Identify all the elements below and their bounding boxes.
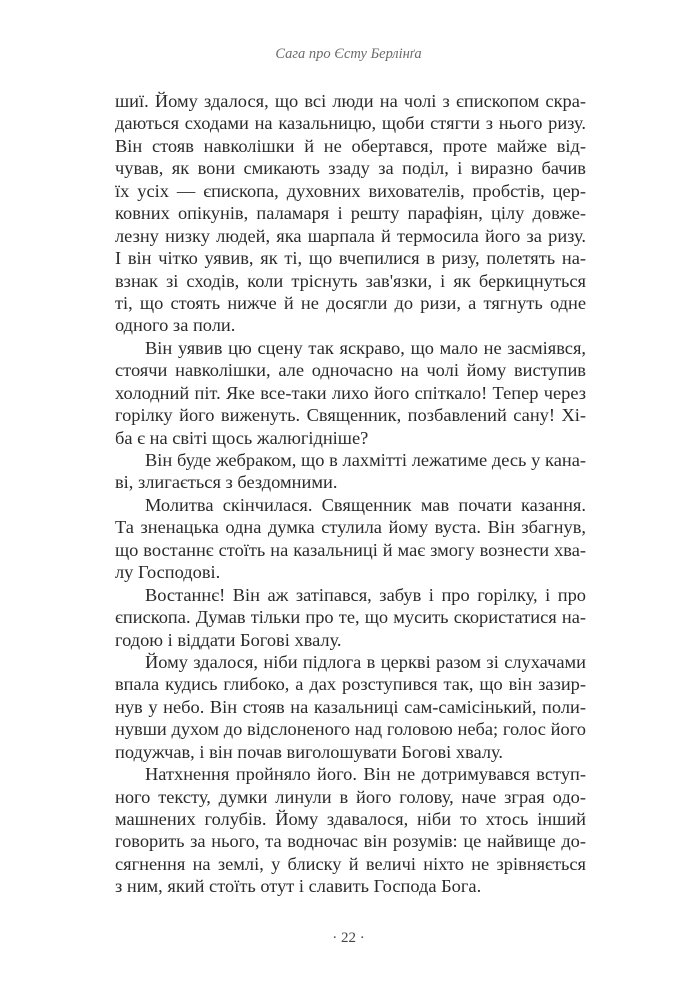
- paragraph: [115, 337, 586, 449]
- text-line: чував, як вони смикають ззаду за поділ, і виразно бачив: [115, 158, 586, 179]
- paragraph: [115, 494, 586, 584]
- text-line: холодний піт. Яке все-таки лихо його спіткало! Тепер через: [115, 382, 586, 403]
- text-line: лезну низку людей, яка шарпала й термосила його за ризу.: [115, 225, 586, 246]
- text-line: Йому здалося, ніби підлога в церкві разом зі слухачами: [145, 651, 586, 672]
- running-header: Сага про Єсту Берлінґа: [275, 46, 422, 62]
- text-line: з ним, який стоїть отут і славить Господа Бога.: [115, 876, 482, 897]
- page-number: · 22 ·: [332, 930, 365, 946]
- paragraph: [115, 651, 586, 763]
- text-line: сягнення на землі, у блиску й величі ніхто не зрівняється: [115, 853, 586, 874]
- text-line: Молитва скінчилася. Священник мав почати казання.: [145, 494, 586, 515]
- text-line: ковних опікунів, паламаря і решту парафіян, цілу довже-: [115, 203, 586, 224]
- body-text: [115, 90, 586, 898]
- text-line: подужчав, і він почав виголошувати Богові хвалу.: [115, 741, 503, 762]
- text-line: ба є на світі щось жалюгідніше?: [115, 427, 369, 448]
- text-line: Він буде жебраком, що в лахмітті лежатиме десь у кана-: [145, 450, 586, 470]
- text-line: говорить за нього, та водночас він розумів: це найвище до-: [115, 831, 586, 852]
- text-line: Та зненацька одна думка стулила йому вуста. Він збагнув,: [115, 517, 586, 538]
- text-line: І він чітко уявив, як ті, що вчепилися в ризу, полетять на-: [115, 248, 586, 269]
- text-line: Він уявив цю сцену так яскраво, що мало не засміявся,: [145, 337, 586, 358]
- paragraph: [115, 763, 586, 898]
- text-line: Натхнення пройняло його. Він не дотримувався вступ-: [145, 764, 586, 785]
- text-line: впала кудись глибоко, а дах розступився так, що він зазир-: [115, 674, 586, 695]
- text-line: нувши духом до відслоненого над головою неба; голос його: [115, 719, 586, 740]
- text-line: їх усіх — єпископа, духовних вихователів, пробстів, цер-: [115, 180, 586, 201]
- text-line: нув у небо. Він стояв на казальниці сам-самісінький, поли-: [115, 696, 586, 717]
- paragraph: [115, 584, 586, 651]
- paragraph: [115, 90, 586, 337]
- text-line: ві, злигається з бездомними.: [115, 472, 338, 493]
- text-line: Востаннє! Він аж затіпався, забув і про горілку, і про: [145, 584, 586, 605]
- text-line: ті, що стоять нижче й не досягли до ризи, а тягнуть одне: [115, 292, 586, 313]
- text-line: годою і віддати Богові хвалу.: [115, 629, 342, 650]
- text-line: ного тексту, думки линули в його голову, наче зграя одо-: [115, 786, 586, 807]
- paragraph: [115, 449, 586, 494]
- text-line: стоячи навколішки, але одночасно на чолі йому виступив: [115, 360, 586, 381]
- text-line: одного за поли.: [115, 315, 236, 336]
- text-line: лу Господові.: [115, 562, 221, 583]
- text-line: горілку його виженуть. Священник, позбавлений сану! Хі-: [115, 405, 586, 426]
- text-line: взнак зі сходів, коли тріснуть зав'язки, і як беркицнуться: [115, 270, 586, 291]
- text-line: Він стояв навколішки й не обертався, проте майже від-: [115, 135, 586, 156]
- text-line: що востаннє стоїть на казальниці й має змогу вознести хва-: [115, 539, 586, 560]
- text-line: даються сходами на казальницю, щоби стягти з нього ризу.: [115, 113, 586, 134]
- text-line: шиї. Йому здалося, що всі люди на чолі з єпископом скра-: [115, 91, 586, 111]
- text-line: єпископа. Думав тільки про те, що мусить скористатися на-: [115, 607, 586, 628]
- text-line: машнених голубів. Йому здавалося, ніби то хтось інший: [115, 809, 586, 829]
